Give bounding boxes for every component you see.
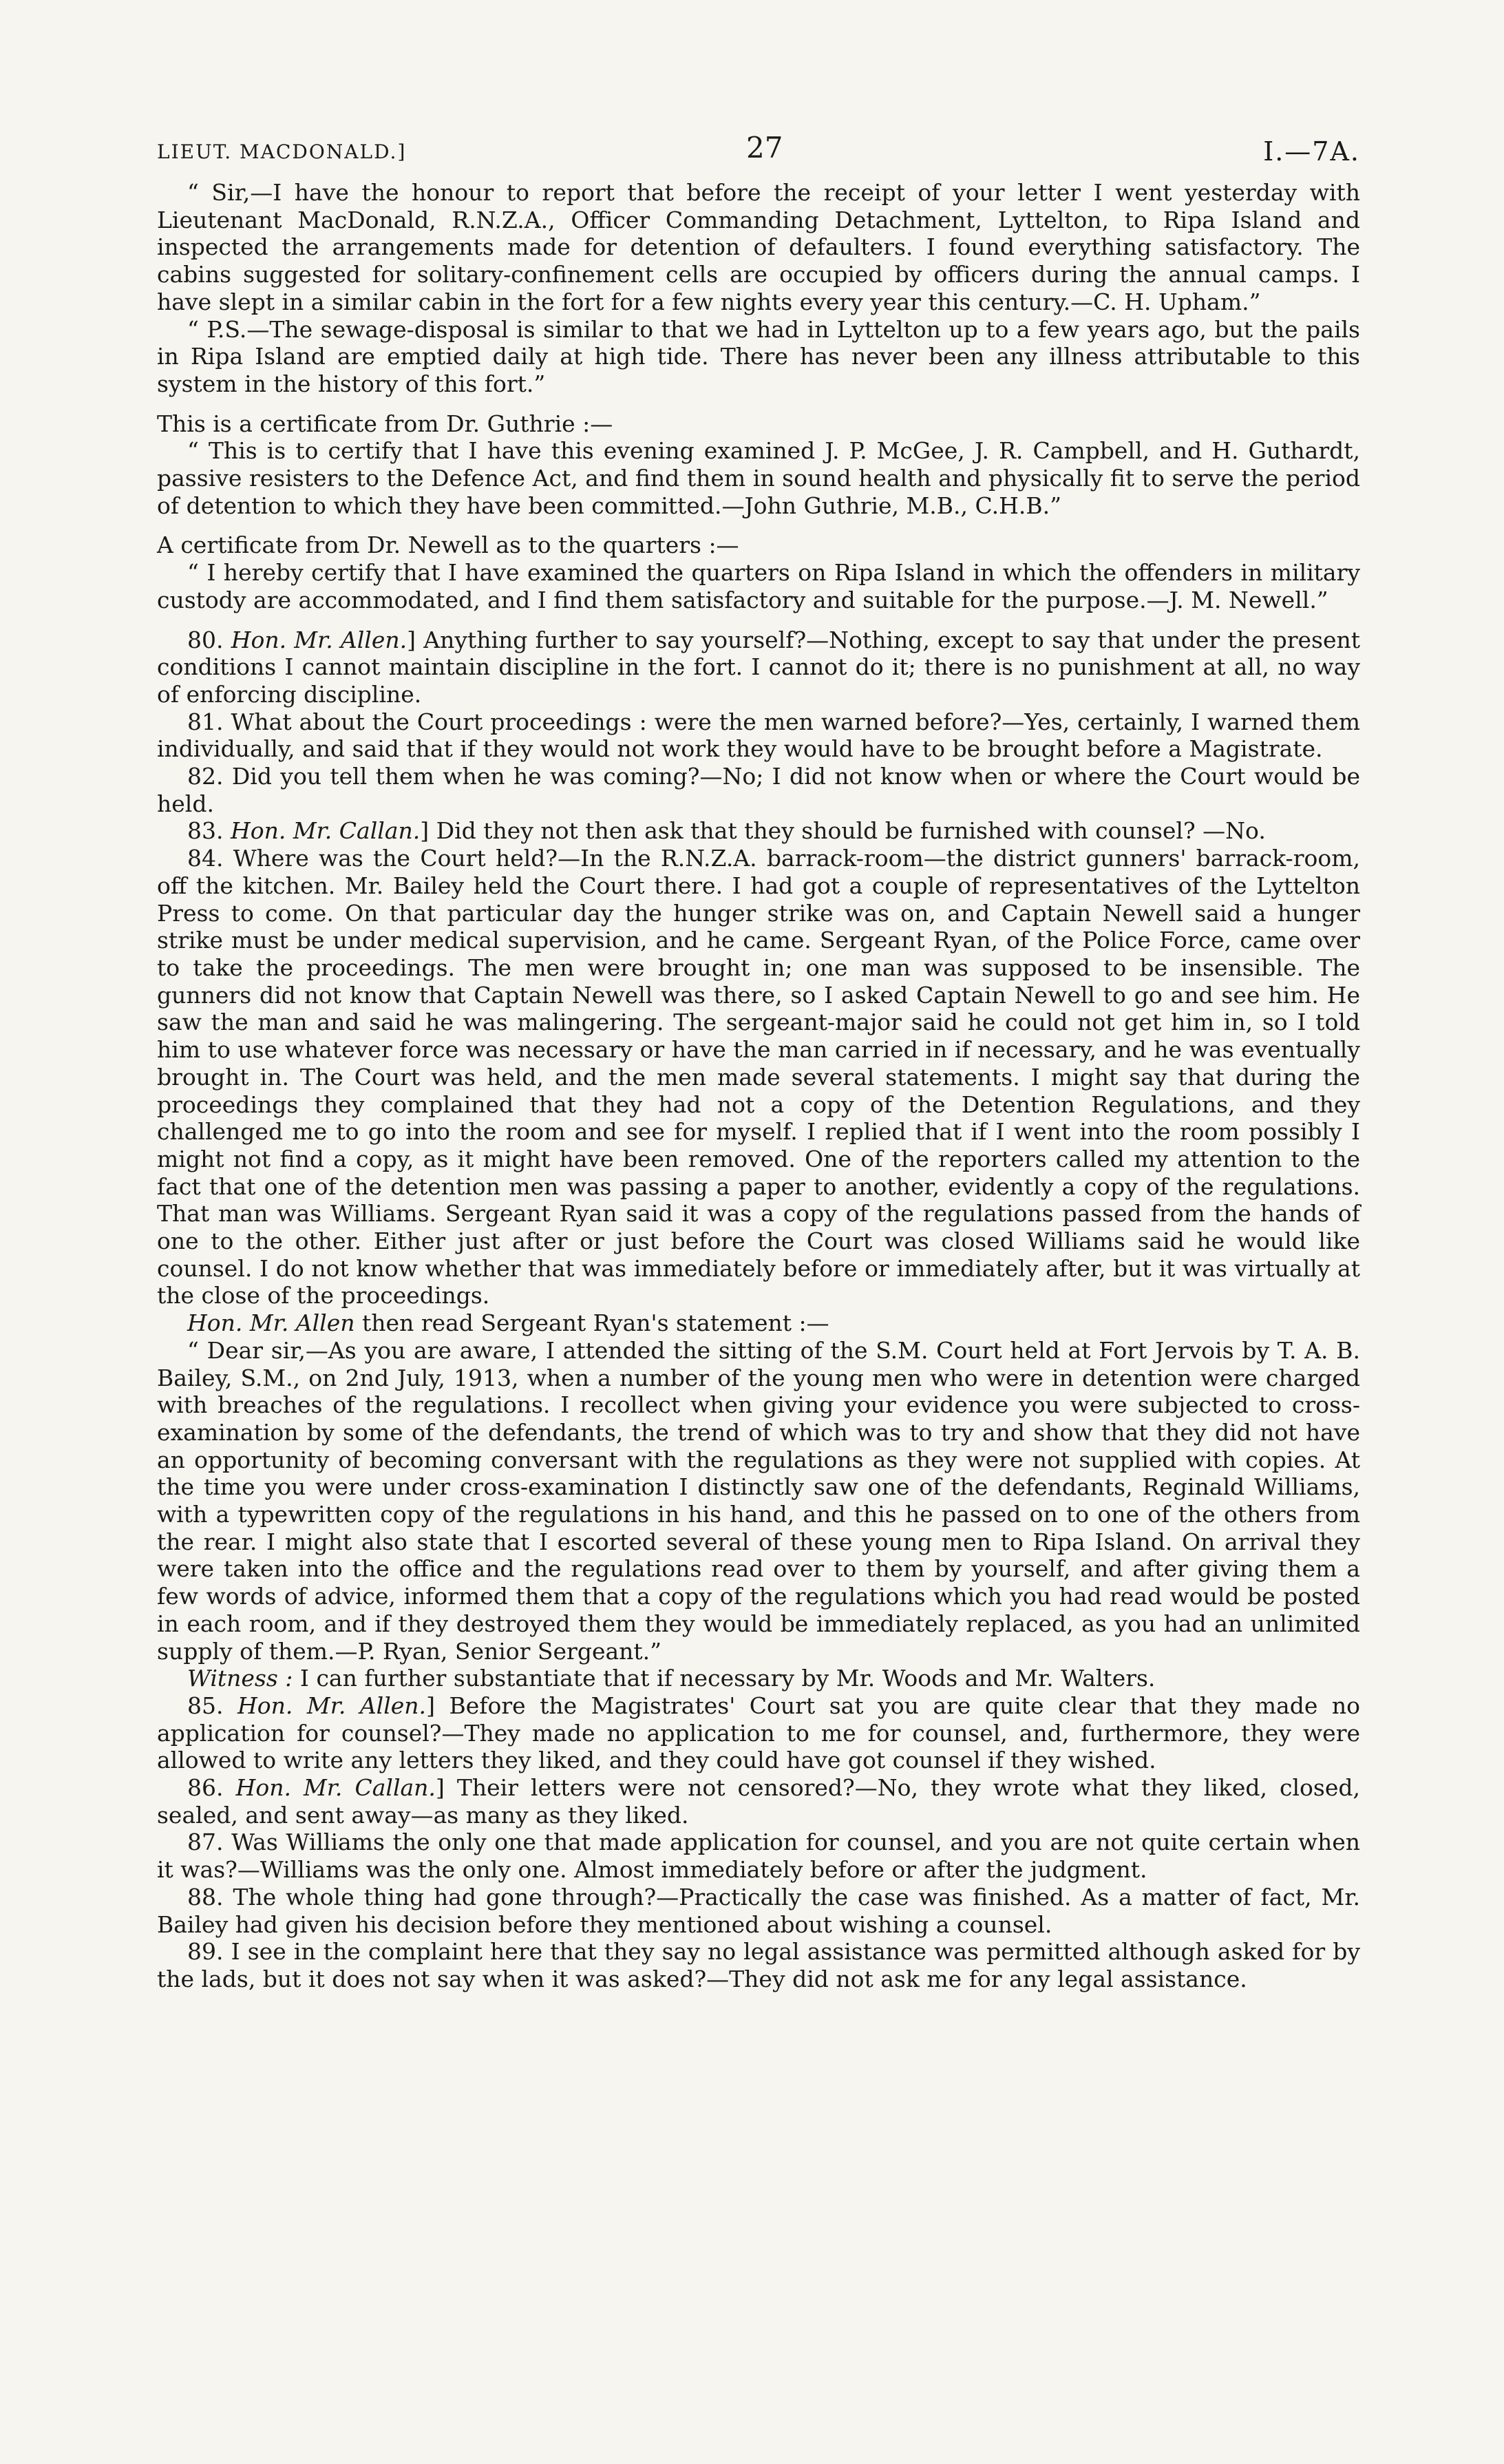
speaker: Hon. Mr. Allen. (237, 1692, 427, 1719)
paragraph (157, 559, 1360, 613)
question-number: 85. (187, 1692, 237, 1719)
paragraph (157, 1938, 1360, 1992)
paragraph-text: I can further substantiate that if necessary by Mr. Woods and Mr. Walters. (299, 1665, 1156, 1692)
paragraph-text: Before the Magistrates' Court sat you are quite clear that they made no application for counsel?—They made no application to me for counsel, and, furthermore, they were allowed to write any letters they liked, and they could have got counsel if they wished. (157, 1692, 1360, 1774)
paragraph-text: Was Williams the only one that made application for counsel, and you are not quite certain when it was?—Williams was the only one. Almost immediately before or after the judgment. (157, 1829, 1360, 1884)
paragraph (157, 410, 1360, 438)
paragraph (157, 1665, 1360, 1692)
speaker: Witness : (187, 1665, 293, 1692)
paragraph: 86. Hon. Mr. Callan.] Their letters were not censored?—No, they wrote what they liked, closed, sealed, and sent away—as many as they liked. (157, 1774, 1361, 1829)
paragraph (157, 316, 1360, 398)
paragraph-text: Did they not then ask that they should be furnished with counsel? —No. (436, 817, 1266, 845)
question-number: 88. (187, 1883, 233, 1910)
document-body (157, 179, 1360, 1993)
paragraph (157, 531, 1360, 559)
question-number: 87. (187, 1829, 232, 1856)
paragraph (157, 1884, 1360, 1938)
question-number: 81. (187, 708, 231, 735)
paragraph-text: “ Dear sir,—As you are aware, I attended the sitting of the S.M. Court held at Fort Jervois by T. A. B. Bailey, S.M., on 2nd July, 1913, when a number of the young men who were in detention were charged with breaches of the regulations. I recollect when giving your evidence you were subjected to cross-examination by some of the defendants, the trend of which was to try and show that they did not have an opportunity of becoming conversant with the regulations as they were not supplied with copies. At the time you were under cross-examination I distinctly saw one of the defendants, Reginald Williams, with a typewritten copy of the regulations in his hand, and this he passed on to one of the others from the rear. I might also state that I escorted several of these young men to Ripa Island. On arrival they were taken into the office and the regulations read over to them by yourself, and after giving them a few words of advice, informed them that a copy of the regulations which you had read would be posted in each room, and if they destroyed them they would be immediately replaced, as you had an unlimited supply of them.—P. Ryan, Senior Sergeant.” (157, 1336, 1360, 1665)
paragraph (157, 437, 1360, 519)
question-number: 83. (187, 817, 231, 845)
speaker: Hon. Mr. Callan. (230, 817, 421, 845)
running-head: LIEUT. MACDONALD.] (157, 140, 407, 163)
paragraph (157, 179, 1360, 316)
paragraph (157, 1829, 1360, 1883)
paragraph-text: “ I hereby certify that I have examined the quarters on Ripa Island in which the offenders in military custody are accommodated, and I find them satisfactory and suitable for the purpose.—J. M. Newell.” (157, 559, 1360, 613)
paragraph-text: What about the Court proceedings : were the men warned before?—Yes, certainly, I warned them individually, and said that if they would not work they would have to be brought before a Magistrate. (157, 708, 1360, 763)
paragraph-text: “ This is to certify that I have this evening examined J. P. McGee, J. R. Campbell, and H. Guthardt, passive resisters to the Defence Act, and find them in sound health and physically fit to serve the period of detention to which they have been committed.—John Guthrie, M.B., C.H.B.” (157, 437, 1360, 519)
paragraph-text: The whole thing had gone through?—Practically the case was finished. As a matter of fact, Mr. Bailey had given his decision before they mentioned about wishing a counsel. (157, 1883, 1360, 1938)
question-number: 80. (187, 626, 231, 653)
paragraph: 85. Hon. Mr. Allen.] Before the Magistrates' Court sat you are quite clear that they made no application for counsel?—They made no application to me for counsel, and, furthermore, they were allowed to write any letters they liked, and they could have got counsel if they wished. (157, 1692, 1360, 1774)
document-reference: I.—7A. (1263, 136, 1360, 167)
paragraph (157, 708, 1360, 763)
paragraph-text: Did you tell them when he was coming?—No; I did not know when or where the Court would be held. (157, 763, 1360, 817)
paragraph-text: “ Sir,—I have the honour to report that before the receipt of your letter I went yesterday with Lieutenant MacDonald, R.N.Z.A., Officer Commanding Detachment, Lyttelton, to Ripa Island and inspected the arrangements made for detention of defaulters. I found everything satisfactory. The cabins suggested for solitary-confinement cells are occupied by officers during the annual camps. I have slept in a similar cabin in the fort for a few nights every year this century.—C. H. Upham.” (157, 179, 1360, 315)
page-header (157, 131, 1360, 179)
speaker: Hon. Mr. Allen (187, 1309, 355, 1337)
question-number: 82. (187, 763, 232, 790)
page-number: 27 (746, 131, 783, 165)
paragraph-text: Anything further to say yourself?—Nothing, except to say that under the present conditions I cannot maintain discipline in the fort. I cannot do it; there is no punishment at all, no way of enforcing discipline. (157, 626, 1360, 708)
paragraph-text: Their letters were not censored?—No, they wrote what they liked, closed, sealed, and sent away—as many as they liked. (157, 1774, 1361, 1829)
paragraph (157, 845, 1360, 1309)
document-page (157, 131, 1360, 1993)
question-number: 84. (187, 845, 233, 872)
paragraph (157, 1337, 1360, 1665)
paragraph: 80. Hon. Mr. Allen.] Anything further to say yourself?—Nothing, except to say that under the present conditions I cannot maintain discipline in the fort. I cannot do it; there is no punishment at all, no way of enforcing discipline. (157, 626, 1360, 708)
paragraph (157, 763, 1360, 817)
paragraph-text: Where was the Court held?—In the R.N.Z.A. barrack-room—the district gunners' barrack-room, off the kitchen. Mr. Bailey held the Court there. I had got a couple of representatives of the Lyttelton Press to come. On that particular day the hunger strike was on, and Captain Newell said a hunger strike must be under medical supervision, and he came. Sergeant Ryan, of the Police Force, came over to take the proceedings. The men were brought in; one man was supposed to be insensible. The gunners did not know that Captain Newell was there, so I asked Captain Newell to go and see him. He saw the man and said he was malingering. The sergeant-major said he could not get him in, so I told him to use whatever force was necessary or have the man carried in if necessary, and he was eventually brought in. The Court was held, and the men made several statements. I might say that during the proceedings they complained that they had not a copy of the Detention Regulations, and they challenged me to go into the room and see for myself. I replied that if I went into the room possibly I might not find a copy, as it might have been removed. One of the reporters called my attention to the fact that one of the detention men was passing a paper to another, evidently a copy of the regulations. That man was Williams. Sergeant Ryan said it was a copy of the regulations passed from the hands of one to the other. Either just after or just before the Court was closed Williams said he would like counsel. I do not know whether that was immediately before or immediately after, but it was virtually at the close of the proceedings. (157, 845, 1360, 1309)
paragraph: 83. Hon. Mr. Callan.] Did they not then ask that they should be furnished with counsel? —No. (187, 817, 1266, 845)
speaker: Hon. Mr. Allen. (231, 626, 407, 653)
question-number: 89. (187, 1938, 231, 1966)
paragraph-text: “ P.S.—The sewage-disposal is similar to that we had in Lyttelton up to a few years ago, but the pails in Ripa Island are emptied daily at high tide. There has never been any illness attributable to this system in the history of this fort.” (157, 315, 1360, 397)
paragraph-text: I see in the complaint here that they say no legal assistance was permitted although asked for by the lads, but it does not say when it was asked?—They did not ask me for any legal assistance. (157, 1938, 1360, 1992)
paragraph-text: A certificate from Dr. Newell as to the quarters :— (157, 531, 739, 559)
paragraph (157, 1309, 1360, 1337)
paragraph-text: This is a certificate from Dr. Guthrie :— (157, 410, 613, 437)
speaker: Hon. Mr. Callan. (235, 1774, 436, 1802)
paragraph-text: then read Sergeant Ryan's statement :— (362, 1309, 829, 1337)
question-number: 86. (187, 1774, 236, 1802)
